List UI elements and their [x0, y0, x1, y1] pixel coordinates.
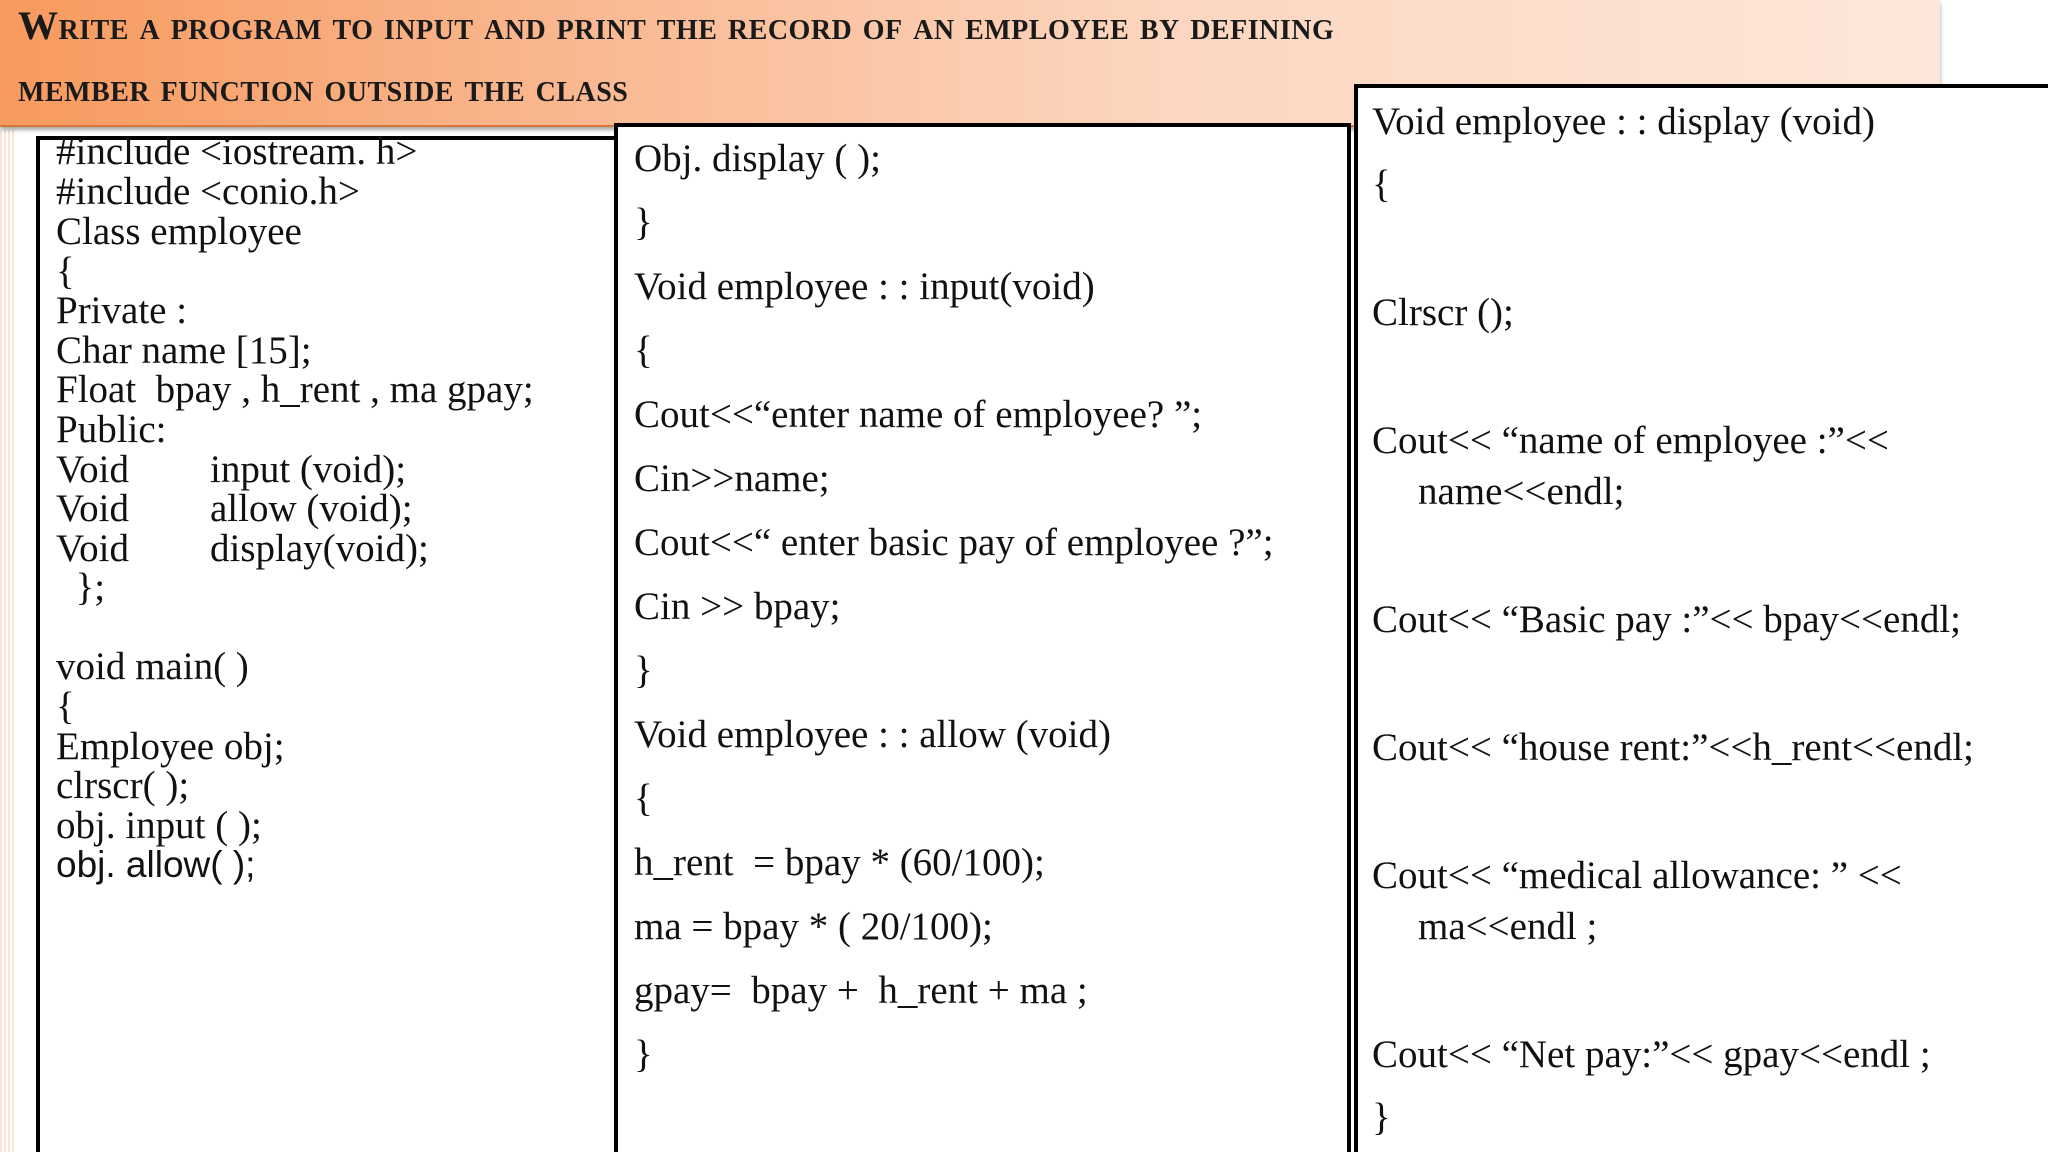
code-line: Public:: [56, 408, 167, 451]
code-line: {: [56, 685, 75, 728]
code-line: Float bpay , h_rent , ma gpay;: [56, 368, 534, 411]
code-box-input-allow: [614, 123, 1351, 1152]
code-line: }: [634, 1033, 653, 1076]
code-box-class-definition: [36, 130, 618, 1152]
code-text: display(void);: [210, 527, 429, 570]
code-line: Cin>>name;: [634, 457, 830, 500]
code-line: #include <conio.h>: [56, 170, 360, 213]
code-line: h_rent = bpay * (60/100);: [634, 841, 1045, 884]
code-line: obj. allow( );: [56, 844, 256, 885]
code-line: Void employee : : display (void): [1372, 100, 1875, 143]
slide-title-line-1: Write a program to input and print the record of an employee by defining: [18, 3, 1335, 48]
code-line: [56, 448, 406, 492]
code-line: [56, 487, 413, 531]
code-line: Class employee: [56, 210, 302, 253]
code-line: }: [634, 201, 653, 244]
code-line: Cout<<“ enter basic pay of employee ?”;: [634, 521, 1274, 564]
slide-title-line-2: member function outside the class: [18, 65, 629, 110]
code-line: Cout<< “medical allowance: ” <<: [1372, 854, 1902, 897]
code-line: void main( ): [56, 645, 249, 688]
code-line: {: [634, 777, 653, 820]
code-text: input (void);: [210, 448, 407, 491]
code-line: name<<endl;: [1418, 470, 1625, 513]
code-line: }: [634, 649, 653, 692]
code-line: Void employee : : allow (void): [634, 713, 1111, 756]
code-line: Obj. display ( );: [634, 137, 881, 180]
code-line: {: [1372, 163, 1391, 206]
code-line: gpay= bpay + h_rent + ma ;: [634, 969, 1088, 1012]
code-box-display: [1354, 84, 2048, 1152]
code-line: Cin >> bpay;: [634, 585, 841, 628]
code-line: {: [56, 250, 75, 293]
code-line: Cout<< “Basic pay :”<< bpay<<endl;: [1372, 598, 1962, 641]
code-keyword: Void: [56, 527, 129, 570]
code-line: ma = bpay * ( 20/100);: [634, 905, 993, 948]
decorative-stripe: [0, 130, 14, 1152]
code-line: Cout<< “name of employee :”<<: [1372, 419, 1889, 462]
code-line: clrscr( );: [56, 764, 190, 807]
code-line: Clrscr ();: [1372, 291, 1514, 334]
code-line: Cout<< “house rent:”<<h_rent<<endl;: [1372, 726, 1975, 769]
code-line: Cout<<“enter name of employee? ”;: [634, 393, 1203, 436]
code-line: [56, 527, 429, 571]
code-line: Employee obj;: [56, 725, 285, 768]
code-line: Private :: [56, 289, 188, 332]
code-keyword: Void: [56, 487, 129, 530]
code-line: Char name [15];: [56, 329, 312, 372]
code-line: }: [1372, 1096, 1391, 1139]
code-line: Cout<< “Net pay:”<< gpay<<endl ;: [1372, 1033, 1931, 1076]
code-line: ma<<endl ;: [1418, 905, 1598, 948]
code-line: obj. input ( );: [56, 804, 262, 847]
code-line: {: [634, 329, 653, 372]
code-line: #include <iostream. h>: [56, 130, 418, 173]
code-keyword: Void: [56, 448, 129, 491]
code-text: allow (void);: [210, 487, 413, 530]
code-line: Void employee : : input(void): [634, 265, 1095, 308]
code-line: };: [56, 566, 106, 609]
